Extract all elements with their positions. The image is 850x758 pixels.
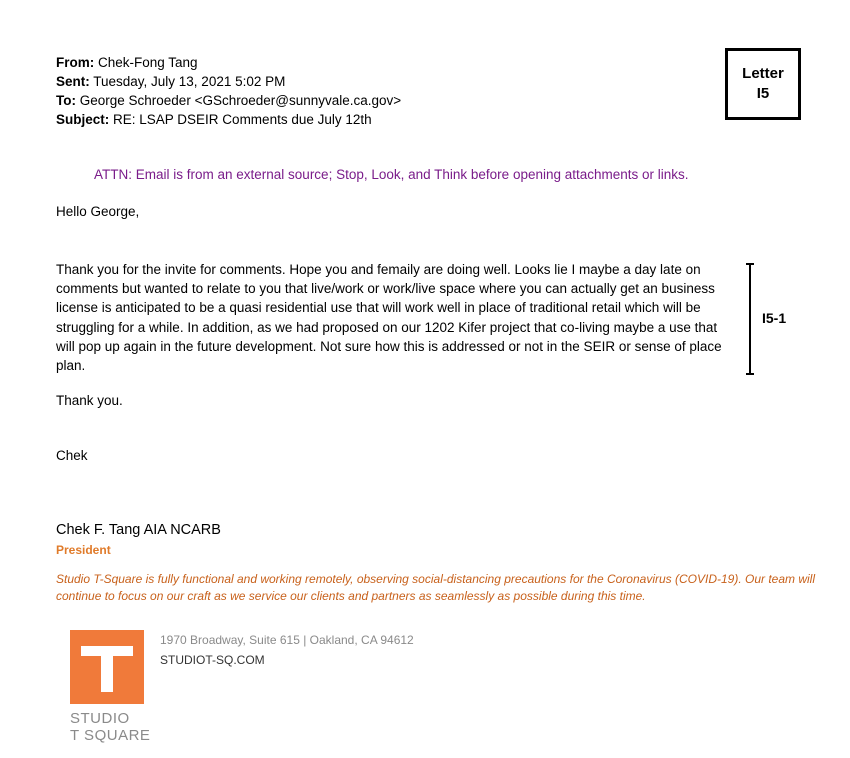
thanks: Thank you. (56, 393, 123, 408)
email-header (56, 53, 401, 129)
sent-row (56, 72, 401, 91)
bracket-bottom (746, 373, 754, 375)
logo-line1: STUDIO (70, 710, 130, 727)
sent-value: Tuesday, July 13, 2021 5:02 PM (89, 74, 286, 89)
company-logo (70, 630, 151, 750)
comment-body: Thank you for the invite for comments. Hope you and femaily are doing well. Looks lie I maybe a day late on comments but wanted to relate to you that live/work or work/live space where you can actually get an business license is anticipated to be a quasi residential use that will work well in place of traditional retail which will be struggling for a while. In addition, as we had proposed on our 1202 Kifer project that co-living maybe a use that will pop up again in the future development. Not sure how this is addressed or not in the SEIR or sense of place plan. (56, 262, 722, 374)
greeting: Hello George, (56, 204, 140, 219)
external-source-warning: ATTN: Email is from an external source; Stop, Look, and Think before opening attachments or links. (94, 167, 689, 182)
to-row (56, 91, 401, 110)
comment-id: I5-1 (762, 310, 787, 326)
from-label: From: (56, 55, 95, 70)
company-address: 1970 Broadway, Suite 615 | Oakland, CA 94612 (160, 633, 414, 647)
signature-name: Chek F. Tang AIA NCARB (56, 522, 221, 538)
to-label: To: (56, 93, 76, 108)
logo-mark-icon (70, 630, 144, 704)
subject-value: RE: LSAP DSEIR Comments due July 12th (109, 112, 372, 127)
sent-label: Sent: (56, 74, 90, 89)
comment-bracket (746, 263, 754, 375)
signature-title: President (56, 543, 111, 557)
signature-disclaimer: Studio T-Square is fully functional and working remotely, observing social-distancing precautions for the Coronavirus (COVID-19). Our team will continue to focus on our craft as we service our clients and partners as seamlessly as possible during this time. (56, 572, 816, 603)
letter-tag-line2: I5 (756, 85, 770, 102)
to-value: George Schroeder <GSchroeder@sunnyvale.ca.gov> (76, 93, 402, 108)
subject-label: Subject: (56, 112, 110, 127)
subject-row (56, 110, 401, 129)
logo-line2: T SQUARE (70, 727, 151, 744)
from-value: Chek-Fong Tang (94, 55, 198, 70)
company-website[interactable]: STUDIOT-SQ.COM (160, 653, 265, 667)
logo-wordmark (70, 710, 150, 744)
letter-tag-line1: Letter (742, 65, 784, 82)
letter-tag (725, 48, 801, 120)
signoff: Chek (56, 448, 88, 463)
from-row (56, 53, 401, 72)
bracket-line (749, 263, 751, 375)
